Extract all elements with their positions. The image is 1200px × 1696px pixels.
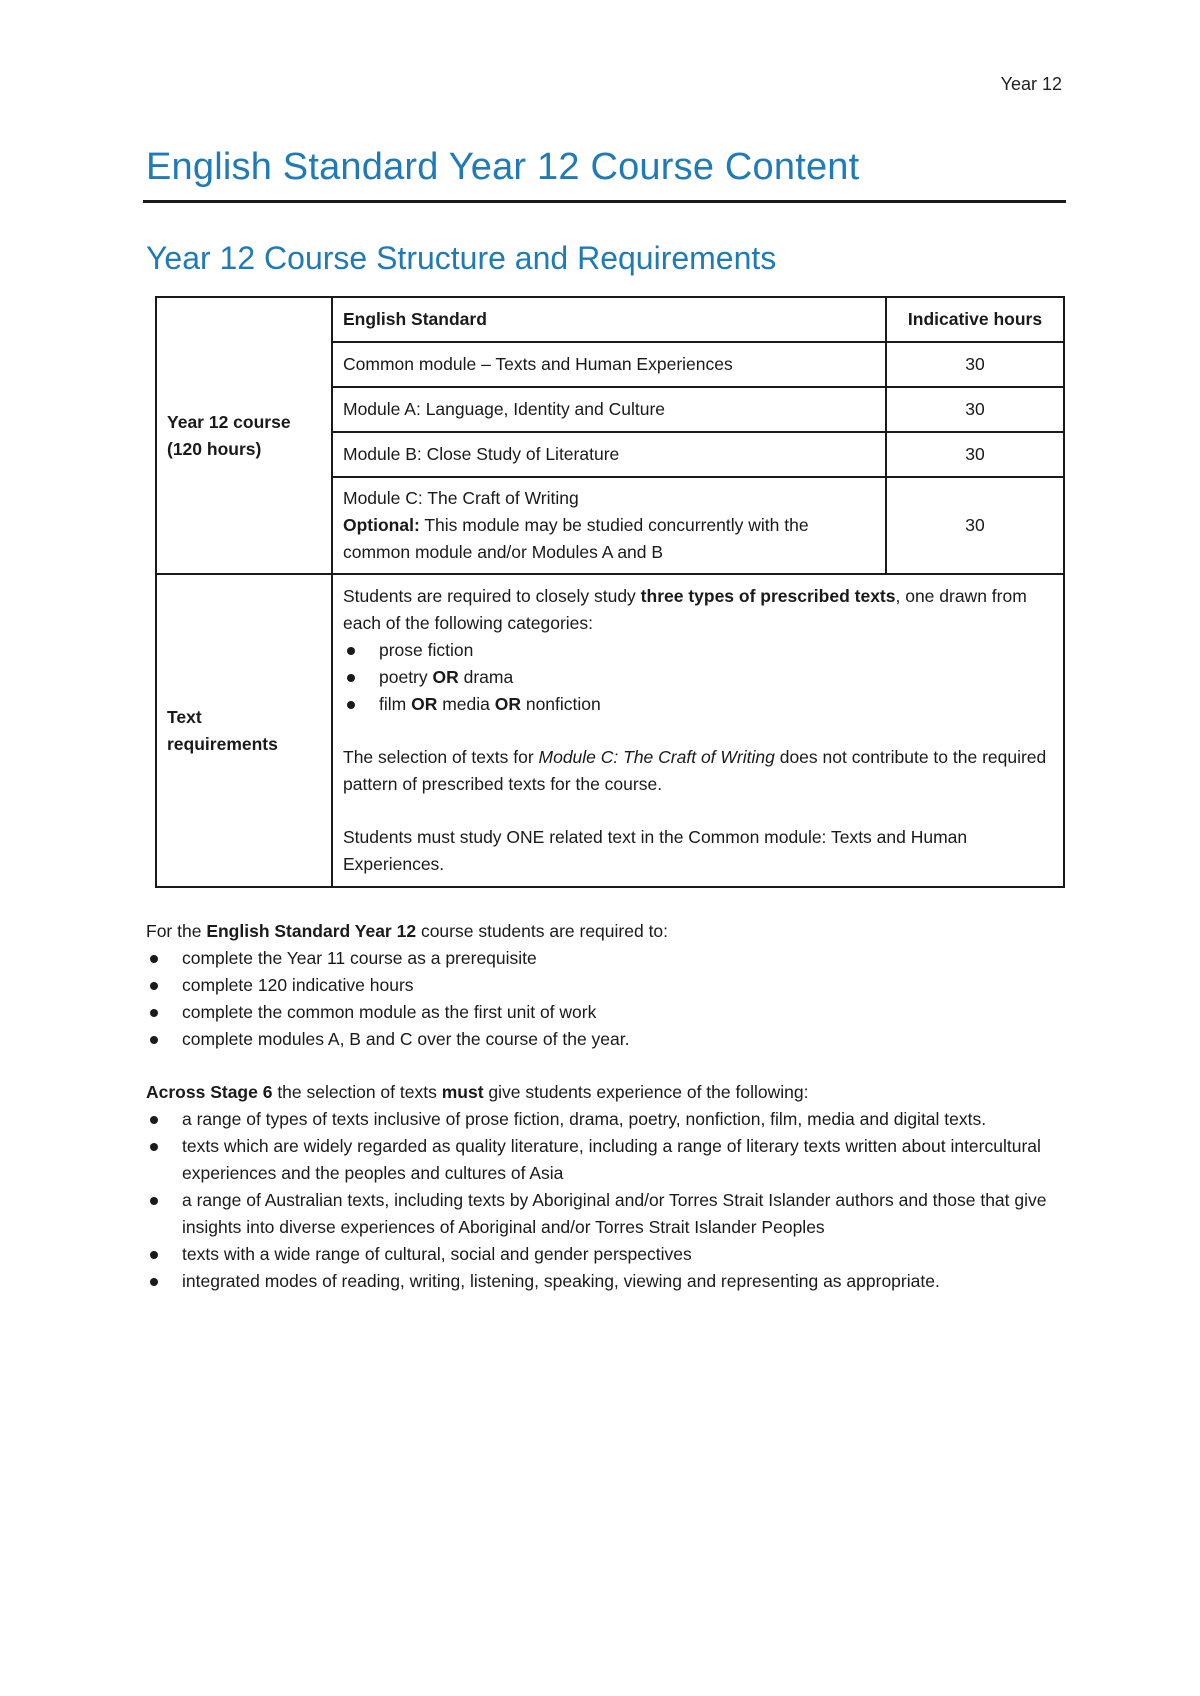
text-run: poetry: [379, 667, 433, 687]
module-note: [343, 512, 875, 566]
list-item: integrated modes of reading, writing, listening, speaking, viewing and representing as appropriate.: [146, 1268, 1076, 1295]
text-run: film: [379, 694, 412, 714]
row-label: (120 hours): [167, 438, 262, 459]
text-requirements-cell: [156, 574, 332, 887]
spacer: [343, 798, 1053, 824]
paragraph: [146, 918, 1086, 945]
bullet-list: [146, 1106, 1076, 1295]
text-run: give students experience of the following:: [483, 1082, 809, 1102]
text-run: , one drawn from each of the following categories:: [343, 586, 1027, 633]
text-run: OR: [411, 694, 438, 714]
module-name: Module C: The Craft of Writing: [343, 488, 579, 508]
list-item: texts with a wide range of cultural, social and gender perspectives: [146, 1241, 1076, 1268]
row-label: Text: [167, 706, 202, 727]
section-heading: Year 12 Course Structure and Requirements: [146, 240, 777, 276]
list-item: [343, 691, 1053, 718]
list-item: texts which are widely regarded as quality literature, including a range of literary texts written about intercultural experiences and the peoples and cultures of Asia: [146, 1133, 1076, 1187]
table-header-row: [156, 297, 1064, 342]
module-c-cell: [332, 477, 886, 574]
list-item: a range of Australian texts, including texts by Aboriginal and/or Torres Strait Islander authors and those that give insights into diverse experiences of Aboriginal and/or Torres Strait Islander Peoples: [146, 1187, 1076, 1241]
text-run: The selection of texts for: [343, 747, 539, 767]
stage6-section: [146, 1079, 1076, 1295]
text-run: prose fiction: [379, 640, 474, 660]
title-divider: [143, 200, 1066, 203]
text-run: Across Stage 6: [146, 1082, 273, 1102]
text-run: media: [437, 694, 495, 714]
text-run: Students are required to closely study: [343, 586, 641, 606]
paragraph: Students must study ONE related text in the Common module: Texts and Human Experiences.: [343, 827, 968, 874]
paragraph: [146, 1079, 1076, 1106]
module-name: Common module – Texts and Human Experiences: [332, 342, 886, 387]
text-run: OR: [494, 694, 521, 714]
module-hours: 30: [886, 432, 1064, 477]
text-run: OR: [432, 667, 459, 687]
column-header-english-standard: English Standard: [332, 297, 886, 342]
row-label: Year 12 course: [167, 411, 291, 432]
row-label: requirements: [167, 733, 278, 754]
optional-text: This module may be studied concurrently with the common module and/or Modules A and B: [343, 515, 809, 562]
text-run: course students are required to:: [416, 921, 669, 941]
text-run: must: [441, 1082, 484, 1102]
year12-course-cell: [156, 297, 332, 574]
bullet-list: [146, 945, 1086, 1053]
course-structure-table: [155, 296, 1065, 888]
paragraph: [343, 583, 1053, 637]
text-run: English Standard Year 12: [206, 921, 417, 941]
list-item: complete the common module as the first unit of work: [146, 999, 1086, 1026]
list-item: complete the Year 11 course as a prerequisite: [146, 945, 1086, 972]
text-run: For the: [146, 921, 207, 941]
module-hours: 30: [886, 387, 1064, 432]
list-item: complete 120 indicative hours: [146, 972, 1086, 999]
text-run: Module C: The Craft of Writing: [538, 747, 775, 767]
module-hours: 30: [886, 342, 1064, 387]
module-name: Module B: Close Study of Literature: [332, 432, 886, 477]
bullet-list: [343, 637, 1053, 718]
paragraph: [343, 744, 1053, 798]
module-hours: 30: [886, 477, 1064, 574]
table-row: [156, 574, 1064, 887]
text-requirements-content: [332, 574, 1064, 887]
text-run: does not contribute to the required pattern of prescribed texts for the course.: [343, 747, 1047, 794]
list-item: a range of types of texts inclusive of prose fiction, drama, poetry, nonfiction, film, media and digital texts.: [146, 1106, 1076, 1133]
list-item: [343, 664, 1053, 691]
running-header: Year 12: [1000, 74, 1062, 94]
column-header-hours: Indicative hours: [886, 297, 1064, 342]
requirements-section: [146, 918, 1086, 1053]
text-run: three types of prescribed texts: [640, 586, 896, 606]
spacer: [343, 718, 1053, 744]
page-title: English Standard Year 12 Course Content: [146, 146, 860, 188]
list-item: complete modules A, B and C over the course of the year.: [146, 1026, 1086, 1053]
text-run: the selection of texts: [272, 1082, 442, 1102]
list-item: [343, 637, 1053, 664]
text-run: nonfiction: [520, 694, 601, 714]
module-name: Module A: Language, Identity and Culture: [332, 387, 886, 432]
text-run: drama: [458, 667, 514, 687]
optional-label: Optional:: [343, 515, 420, 535]
